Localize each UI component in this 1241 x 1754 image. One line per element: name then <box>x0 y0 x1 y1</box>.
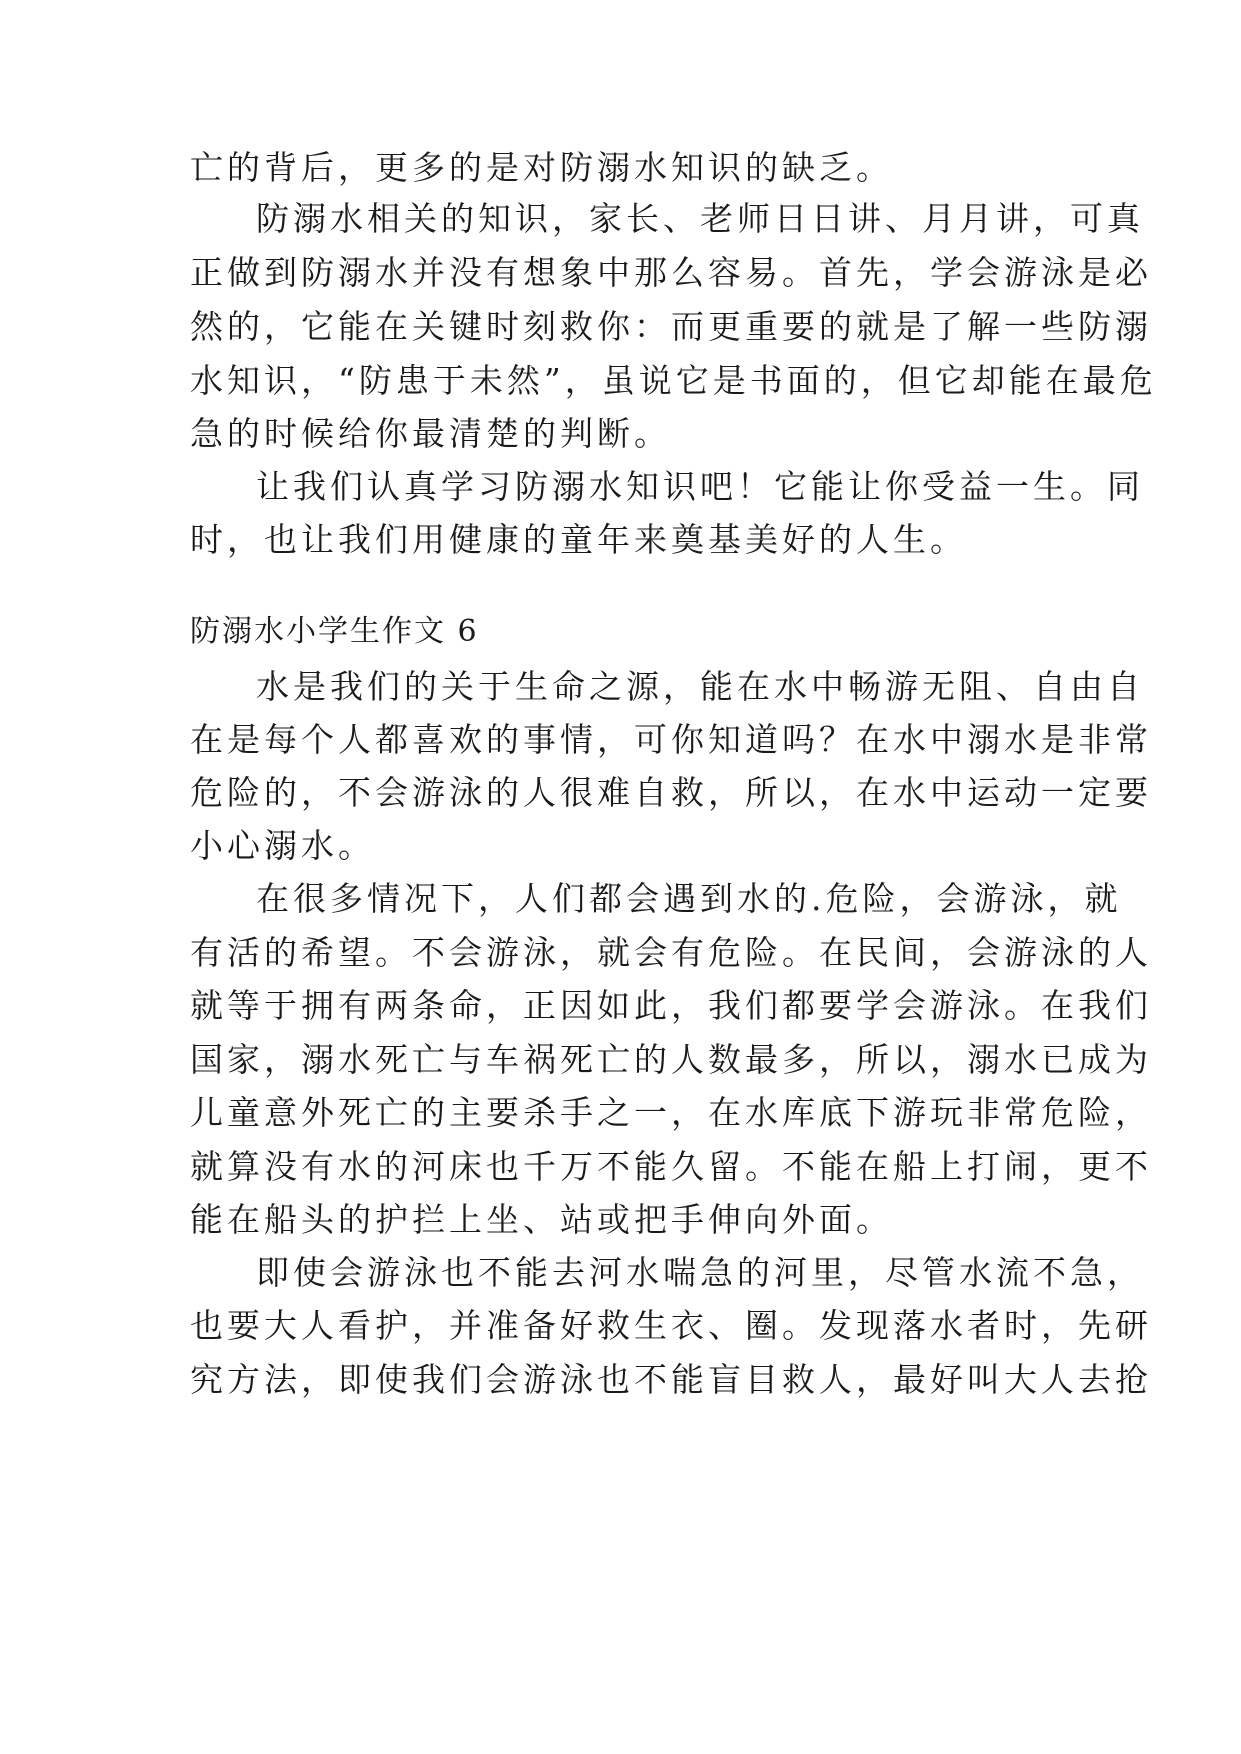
paragraph-line: 究方法，即使我们会游泳也不能盲目救人，最好叫大人去抢 <box>190 1360 1152 1399</box>
paragraph-line: 在很多情况下，人们都会遇到水的.危险，会游泳，就 <box>256 879 1122 918</box>
paragraph-line: 就算没有水的河床也千万不能久留。不能在船上打闹，更不 <box>190 1147 1152 1186</box>
paragraph-line: 时，也让我们用健康的童年来奠基美好的人生。 <box>190 520 967 559</box>
section-title: 防溺水小学生作文 6 <box>190 614 479 649</box>
paragraph-line: 让我们认真学习防溺水知识吧！它能让你受益一生。同 <box>256 467 1144 506</box>
paragraph-line: 正做到防溺水并没有想象中那么容易。首先，学会游泳是必 <box>190 253 1152 292</box>
paragraph-line: 水是我们的关于生命之源，能在水中畅游无阻、自由自 <box>256 667 1144 706</box>
paragraph-line: 国家，溺水死亡与车祸死亡的人数最多，所以，溺水已成为 <box>190 1040 1152 1079</box>
paragraph-line: 水知识，“防患于未然”，虽说它是书面的，但它却能在最危 <box>190 361 1157 400</box>
paragraph-line: 能在船头的护拦上坐、站或把手伸向外面。 <box>190 1200 893 1239</box>
paragraph-line: 防溺水相关的知识，家长、老师日日讲、月月讲，可真 <box>256 199 1144 238</box>
paragraph-line: 也要大人看护，并准备好救生衣、圈。发现落水者时，先研 <box>190 1306 1152 1345</box>
paragraph-line: 就等于拥有两条命，正因如此，我们都要学会游泳。在我们 <box>190 986 1152 1025</box>
paragraph-line: 小心溺水。 <box>190 826 375 865</box>
paragraph-line: 儿童意外死亡的主要杀手之一，在水库底下游玩非常危险， <box>190 1093 1152 1132</box>
paragraph-line: 在是每个人都喜欢的事情，可你知道吗？在水中溺水是非常 <box>190 720 1152 759</box>
paragraph-line: 即使会游泳也不能去河水喘急的河里，尽管水流不急， <box>256 1253 1144 1292</box>
paragraph-line: 亡的背后，更多的是对防溺水知识的缺乏。 <box>190 148 893 187</box>
paragraph-line: 急的时候给你最清楚的判断。 <box>190 414 671 453</box>
paragraph-line: 危险的，不会游泳的人很难自救，所以，在水中运动一定要 <box>190 773 1152 812</box>
paragraph-line: 有活的希望。不会游泳，就会有危险。在民间，会游泳的人 <box>190 933 1152 972</box>
paragraph-line: 然的，它能在关键时刻救你：而更重要的就是了解一些防溺 <box>190 307 1152 346</box>
